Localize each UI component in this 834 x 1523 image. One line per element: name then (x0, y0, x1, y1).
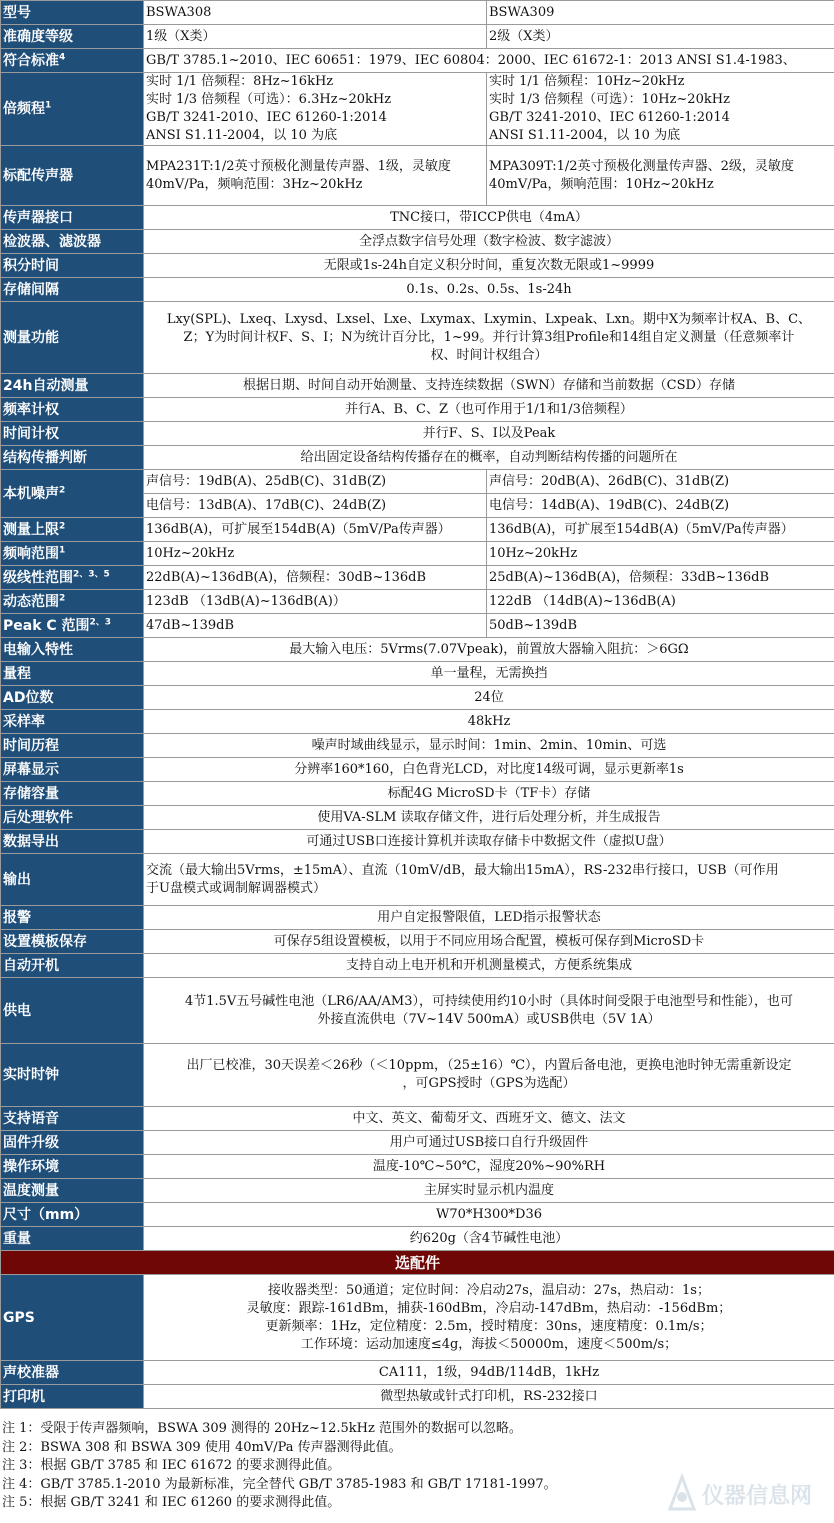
row-label: 报警 (1, 906, 144, 930)
row-label-text: Peak C 范围 (3, 617, 90, 634)
row-weight (1, 1227, 834, 1251)
row-label: 温度测量 (1, 1179, 144, 1203)
row-label: 操作环境 (1, 1155, 144, 1179)
row-dynamic (1, 590, 834, 614)
row-label: 供电 (1, 978, 144, 1044)
row-model (1, 1, 834, 25)
cell-b: 122dB （14dB(A)~136dB(A) (487, 590, 834, 614)
footnote-ref: 1 (59, 544, 66, 555)
footnote: 注 3：根据 GB/T 3785 和 IEC 61672 的要求测得此值。 (2, 1458, 341, 1474)
section-title: 选配件 (1, 1251, 834, 1275)
row-label: GPS (1, 1275, 144, 1361)
row-label: 24h自动测量 (1, 374, 144, 398)
line: 于U盘模式或调制解调器模式） (146, 880, 326, 896)
cell-span: 中文、英文、葡萄牙文、西班牙文、德文、法文 (144, 1107, 834, 1131)
row-label-text: 倍频程 (3, 101, 45, 117)
line: 实时 1/3 倍频程（可选）：6.3Hz~20kHz (146, 92, 392, 107)
footnote: 注 4：GB/T 3785.1-2010 为最新标准，完全替代 GB/T 3785-1983 和 GB/T 17181-1997。 (2, 1476, 557, 1492)
row-label: 型号 (1, 1, 144, 25)
row-clock (1, 1044, 834, 1107)
line: ANSI S1.11-2004，以 10 为底 (146, 128, 338, 143)
row-storage (1, 782, 834, 806)
cell-span: 并行F、S、I以及Peak (144, 422, 834, 446)
line: 接收器类型：50通道；定位时间：冷启动27s，温启动：27s，热启动：1s； (268, 1282, 710, 1298)
cell-span (144, 978, 834, 1044)
line: Lxy(SPL)、Lxeq、Lxysd、Lxsel、Lxe、Lxymax、Lxymin、Lxpeak、Lxn。期中X为频率计权A、B、C、 (166, 311, 812, 327)
row-ad (1, 686, 834, 710)
cell-a (144, 73, 487, 146)
footnote-ref: 2 (59, 484, 66, 495)
row-output (1, 854, 834, 906)
cell-span: 单一量程，无需换挡 (144, 662, 834, 686)
cell-span: GB/T 3785.1~2010、IEC 60651：1979、IEC 60804：2000、IEC 61672-1：2013 ANSI S1.4-1983、 (144, 49, 834, 73)
line: 工作环境：运动加速度≤4g，海拔＜50000m，速度＜500m/s； (300, 1336, 678, 1352)
footnote: 注 2：BSWA 308 和 BSWA 309 使用 40mV/Pa 传声器测得此值。 (2, 1439, 402, 1455)
row-label: 测量功能 (1, 302, 144, 374)
line: 出厂已校准，30天误差＜26秒（＜10ppm，（25±16）℃），内置后备电池，更换电池时钟无需重新设定 (186, 1058, 792, 1073)
row-label: 自动开机 (1, 954, 144, 978)
row-history (1, 734, 834, 758)
cell-span: CA111，1级，94dB/114dB，1kHz (144, 1361, 834, 1385)
footnote: 注 5：根据 GB/T 3241 和 IEC 61260 的要求测得此值。 (2, 1495, 341, 1511)
row-label: 实时时钟 (1, 1044, 144, 1107)
row-label: 尺寸（mm） (1, 1203, 144, 1227)
row-label: 后处理软件 (1, 806, 144, 830)
row-label-text: 测量上限 (3, 521, 59, 538)
line: ANSI S1.11-2004，以 10 为底 (489, 128, 681, 143)
footnote-ref: 2、3、5 (73, 568, 110, 579)
footnote-ref: 2 (59, 520, 66, 531)
row-linearity (1, 566, 834, 590)
row-label: 量程 (1, 662, 144, 686)
line: GB/T 3241-2010、IEC 61260-1:2014 (489, 110, 730, 125)
cell-span: W70*H300*D36 (144, 1203, 834, 1227)
row-label: 输出 (1, 854, 144, 906)
row-template (1, 930, 834, 954)
footnote: 注 1：受限于传声器频响，BSWA 309 测得的 20Hz~12.5kHz 范围外的数据可以忽略。 (2, 1421, 522, 1436)
cell-span: 无限或1s-24h自定义积分时间，重复次数无限或1~9999 (144, 254, 834, 278)
cell-span: 可保存5组设置模板，以用于不同应用场合配置，模板可保存到MicroSD卡 (144, 930, 834, 954)
cell-span (144, 1275, 834, 1361)
line: 更新频率：1Hz，定位精度：2.5m，授时精度：30ns，速度精度：0.1m/s； (265, 1318, 713, 1334)
row-display (1, 758, 834, 782)
cell-span (144, 302, 834, 374)
cell-b (487, 146, 834, 206)
cell-a: 22dB(A)~136dB(A)，倍频程：30dB~136dB (144, 566, 487, 590)
row-label: 设置模板保存 (1, 930, 144, 954)
cell-span (144, 1044, 834, 1107)
line: 实时 1/3 倍频程（可选）：10Hz~20kHz (489, 92, 730, 107)
cell-a: 声信号：19dB(A)、25dB(C)、31dB(Z) (144, 470, 487, 494)
cell-a: 136dB(A)，可扩展至154dB(A)（5mV/Pa传声器） (144, 518, 487, 542)
logo-icon (660, 1469, 830, 1517)
row-label: 声校准器 (1, 1361, 144, 1385)
row-label: 固件升级 (1, 1131, 144, 1155)
row-peakc (1, 614, 834, 638)
row-label: 时间计权 (1, 422, 144, 446)
row-label: 数据导出 (1, 830, 144, 854)
line: Z；Y为时间计权F、S、I；N为统计百分比，1~99。并行计算3组Profile和14组自定义测量（任意频率计 (183, 329, 795, 345)
row-label: 支持语音 (1, 1107, 144, 1131)
row-calibrator (1, 1361, 834, 1385)
cell-a: 电信号：13dB(A)、17dB(C)、24dB(Z) (144, 494, 487, 518)
cell-span: 根据日期、时间自动开始测量、支持连续数据（SWN）存储和当前数据（CSD）存储 (144, 374, 834, 398)
cell-span: 用户自定报警限值，LED指示报警状态 (144, 906, 834, 930)
row-label: 重量 (1, 1227, 144, 1251)
row-upper (1, 518, 834, 542)
row-detector (1, 230, 834, 254)
row-freq-range (1, 542, 834, 566)
cell-span: 给出固定设备结构传播存在的概率，自动判断结构传播的问题所在 (144, 446, 834, 470)
cell-b: 25dB(A)~136dB(A)，倍频程：33dB~136dB (487, 566, 834, 590)
row-size (1, 1203, 834, 1227)
row-label (1, 49, 144, 73)
row-label (1, 566, 144, 590)
footnote-ref: 2 (59, 592, 66, 603)
cell-span: 可通过USB口连接计算机并读取存储卡中数据文件（虚拟U盘） (144, 830, 834, 854)
row-printer (1, 1385, 834, 1409)
cell-a: 10Hz~20kHz (144, 542, 487, 566)
row-label: 积分时间 (1, 254, 144, 278)
row-label: 频率计权 (1, 398, 144, 422)
line: GB/T 3241-2010、IEC 61260-1:2014 (146, 110, 387, 125)
row-gps (1, 1275, 834, 1361)
cell-span: 主屏实时显示机内温度 (144, 1179, 834, 1203)
row-label: 标配传声器 (1, 146, 144, 206)
row-label: 打印机 (1, 1385, 144, 1409)
row-structure (1, 446, 834, 470)
row-label: 时间历程 (1, 734, 144, 758)
row-temp (1, 1179, 834, 1203)
row-elec-input (1, 638, 834, 662)
row-mic-interface (1, 206, 834, 230)
section-options (1, 1251, 834, 1275)
row-range (1, 662, 834, 686)
row-language (1, 1107, 834, 1131)
footnote-ref: 2、3 (89, 616, 112, 627)
row-label-text: 频响范围 (3, 545, 59, 562)
row-label-text: 动态范围 (3, 593, 59, 610)
line: 交流（最大输出5Vrms，±15mA）、直流（10mV/dB，最大输出15mA），RS-232串行接口，USB（可作用 (146, 862, 779, 878)
model-b: BSWA309 (487, 1, 834, 25)
cell-b: 10Hz~20kHz (487, 542, 834, 566)
cell-span: 24位 (144, 686, 834, 710)
cell-a: 47dB~139dB (144, 614, 487, 638)
cell-span: 0.1s、0.2s、0.5s、1s-24h (144, 278, 834, 302)
line: 40mV/Pa，频响范围：10Hz~20kHz (489, 176, 714, 192)
watermark-text: 仪器信息网 (702, 1484, 813, 1509)
line: MPA231T:1/2英寸预极化测量传声器、1级，灵敏度 (146, 158, 451, 174)
row-label-text: 符合标准 (3, 52, 59, 69)
row-postsoft (1, 806, 834, 830)
cell-span: 全浮点数字信号处理（数字检波、数字滤波） (144, 230, 834, 254)
row-label (1, 614, 144, 638)
row-label: 电输入特性 (1, 638, 144, 662)
row-autostart (1, 954, 834, 978)
cell-span: 48kHz (144, 710, 834, 734)
row-label (1, 518, 144, 542)
cell-span: 使用VA-SLM 读取存储文件，进行后处理分析，并生成报告 (144, 806, 834, 830)
cell-span (144, 854, 834, 906)
cell-b (487, 73, 834, 146)
line: 外接直流供电（7V~14V 500mA）或USB供电（5V 1A） (317, 1011, 661, 1027)
cell-b: 电信号：14dB(A)、19dB(C)、24dB(Z) (487, 494, 834, 518)
model-a: BSWA308 (144, 1, 487, 25)
row-noise (1, 470, 834, 494)
cell-span: 温度-10℃~50℃，湿度20%~90%RH (144, 1155, 834, 1179)
cell-span: 分辨率160*160，白色背光LCD，对比度14级可调，显示更新率1s (144, 758, 834, 782)
cell-span: TNC接口，带ICCP供电（4mA） (144, 206, 834, 230)
row-auto24 (1, 374, 834, 398)
cell-b: 50dB~139dB (487, 614, 834, 638)
row-firmware (1, 1131, 834, 1155)
row-environment (1, 1155, 834, 1179)
row-label-text: 级线性范围 (3, 569, 73, 586)
row-grade (1, 25, 834, 49)
cell-span: 噪声时域曲线显示，显示时间：1min、2min、10min、可选 (144, 734, 834, 758)
cell-span: 标配4G MicroSD卡（TF卡）存储 (144, 782, 834, 806)
row-export (1, 830, 834, 854)
line: 实时 1/1 倍频程：8Hz~16kHz (146, 74, 334, 89)
cell-span: 并行A、B、C、Z（也可作用于1/1和1/3倍频程） (144, 398, 834, 422)
row-alarm (1, 906, 834, 930)
cell-b: 2级（X类） (487, 25, 834, 49)
row-freq-weight (1, 398, 834, 422)
cell-span: 用户可通过USB接口自行升级固件 (144, 1131, 834, 1155)
line: 实时 1/1 倍频程：10Hz~20kHz (489, 74, 685, 89)
cell-span: 最大输入电压：5Vrms(7.07Vpeak)，前置放大器输入阻抗：＞6GΩ (144, 638, 834, 662)
cell-span: 支持自动上电开机和开机测量模式，方便系统集成 (144, 954, 834, 978)
row-power (1, 978, 834, 1044)
footnote-ref: 1 (45, 100, 52, 111)
row-label: 存储容量 (1, 782, 144, 806)
row-label: 存储间隔 (1, 278, 144, 302)
line: MPA309T:1/2英寸预极化测量传声器、2级，灵敏度 (489, 158, 794, 174)
row-label: 屏幕显示 (1, 758, 144, 782)
watermark (660, 1469, 830, 1517)
footnote-ref: 4 (59, 51, 66, 62)
cell-a: 1级（X类） (144, 25, 487, 49)
row-label: 传声器接口 (1, 206, 144, 230)
line: 灵敏度：跟踪-161dBm，捕获-160dBm，冷启动-147dBm，热启动：-156dBm； (246, 1300, 732, 1316)
row-interval (1, 278, 834, 302)
row-label: 检波器、滤波器 (1, 230, 144, 254)
row-label (1, 542, 144, 566)
row-label-text: 本机噪声 (3, 485, 59, 502)
line: 权、时间计权组合） (430, 347, 548, 363)
row-label (1, 73, 144, 146)
row-label: 准确度等级 (1, 25, 144, 49)
line: ，可GPS授时（GPS为选配） (402, 1076, 576, 1091)
cell-a (144, 146, 487, 206)
row-label: AD位数 (1, 686, 144, 710)
row-sample (1, 710, 834, 734)
row-standards (1, 49, 834, 73)
row-label (1, 590, 144, 614)
line: 4节1.5V五号碱性电池（LR6/AA/AM3），可持续使用约10小时（具体时间受限于电池型号和性能），也可 (184, 993, 794, 1009)
row-integration (1, 254, 834, 278)
row-label: 采样率 (1, 710, 144, 734)
row-functions (1, 302, 834, 374)
row-mic (1, 146, 834, 206)
line: 40mV/Pa，频响范围：3Hz~20kHz (146, 176, 363, 192)
row-octave (1, 73, 834, 146)
row-label: 结构传播判断 (1, 446, 144, 470)
cell-b: 声信号：20dB(A)、26dB(C)、31dB(Z) (487, 470, 834, 494)
cell-span: 约620g（含4节碱性电池） (144, 1227, 834, 1251)
row-time-weight (1, 422, 834, 446)
cell-span: 微型热敏或针式打印机，RS-232接口 (144, 1385, 834, 1409)
cell-b: 136dB(A)，可扩展至154dB(A)（5mV/Pa传声器） (487, 518, 834, 542)
cell-a: 123dB （13dB(A)~136dB(A)） (144, 590, 487, 614)
row-label (1, 470, 144, 518)
